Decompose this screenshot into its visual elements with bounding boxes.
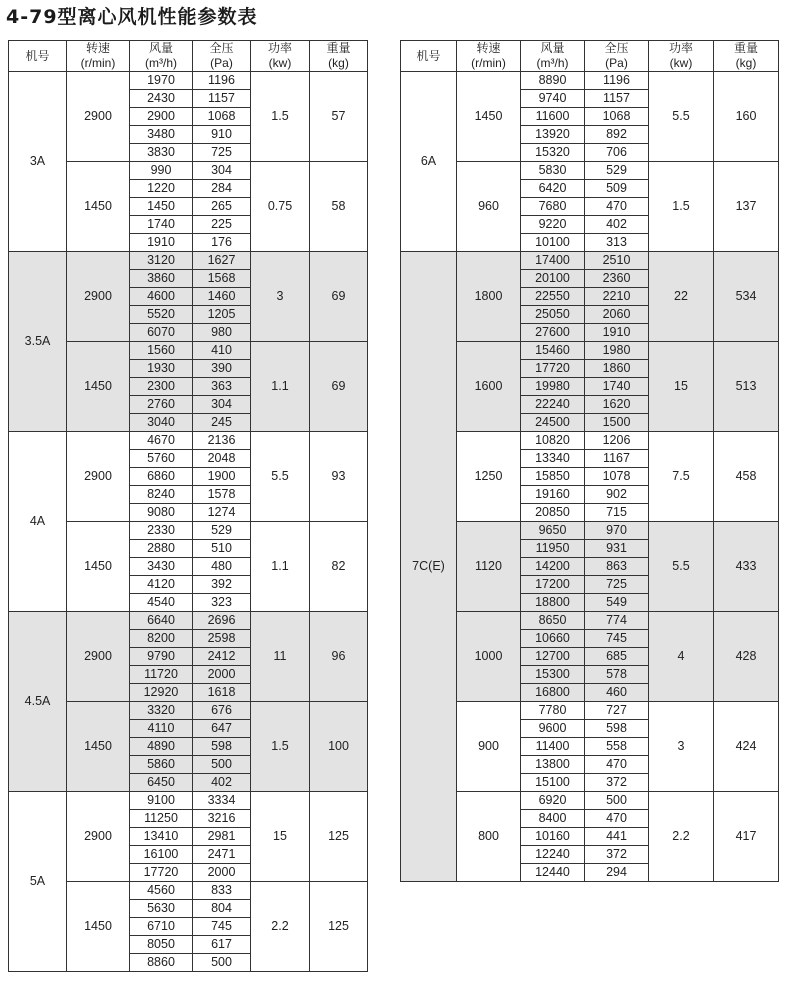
- weight-cell: 82: [310, 522, 368, 612]
- airflow-cell: 5760: [130, 450, 193, 468]
- airflow-cell: 13920: [521, 126, 585, 144]
- pressure-cell: 1500: [585, 414, 649, 432]
- pressure-cell: 2000: [193, 864, 251, 882]
- power-cell: 1.1: [251, 342, 310, 432]
- power-cell: 2.2: [251, 882, 310, 972]
- table-row: [9, 72, 368, 90]
- power-cell: 7.5: [649, 432, 714, 522]
- speed-cell: 1450: [67, 882, 130, 972]
- pressure-cell: 372: [585, 846, 649, 864]
- pressure-cell: 3216: [193, 810, 251, 828]
- pressure-cell: 1620: [585, 396, 649, 414]
- pressure-cell: 676: [193, 702, 251, 720]
- speed-cell: 2900: [67, 252, 130, 342]
- speed-cell: 1250: [457, 432, 521, 522]
- power-cell: 3: [649, 702, 714, 792]
- power-cell: 1.1: [251, 522, 310, 612]
- model-cell: 4A: [9, 432, 67, 612]
- airflow-cell: 9790: [130, 648, 193, 666]
- table-row: [401, 432, 779, 450]
- power-cell: 5.5: [251, 432, 310, 522]
- airflow-cell: 6070: [130, 324, 193, 342]
- airflow-cell: 27600: [521, 324, 585, 342]
- header-row: [401, 41, 779, 72]
- airflow-cell: 17400: [521, 252, 585, 270]
- pressure-cell: 470: [585, 756, 649, 774]
- pressure-cell: 294: [585, 864, 649, 882]
- weight-cell: 69: [310, 252, 368, 342]
- weight-cell: 433: [714, 522, 779, 612]
- pressure-cell: 685: [585, 648, 649, 666]
- pressure-cell: 617: [193, 936, 251, 954]
- pressure-cell: 470: [585, 198, 649, 216]
- weight-cell: 458: [714, 432, 779, 522]
- weight-cell: 125: [310, 792, 368, 882]
- pressure-cell: 2060: [585, 306, 649, 324]
- weight-cell: 137: [714, 162, 779, 252]
- power-cell: 5.5: [649, 72, 714, 162]
- pressure-cell: 2696: [193, 612, 251, 630]
- pressure-cell: 715: [585, 504, 649, 522]
- header-model: 机号: [401, 41, 457, 72]
- pressure-cell: 372: [585, 774, 649, 792]
- weight-cell: 93: [310, 432, 368, 522]
- pressure-cell: 500: [193, 756, 251, 774]
- airflow-cell: 17720: [521, 360, 585, 378]
- airflow-cell: 8050: [130, 936, 193, 954]
- airflow-cell: 5860: [130, 756, 193, 774]
- pressure-cell: 500: [193, 954, 251, 972]
- airflow-cell: 14200: [521, 558, 585, 576]
- power-cell: 0.75: [251, 162, 310, 252]
- pressure-cell: 2136: [193, 432, 251, 450]
- header-weight: 重量 (kg): [714, 41, 779, 72]
- header-row: [9, 41, 368, 72]
- pressure-cell: 323: [193, 594, 251, 612]
- pressure-cell: 910: [193, 126, 251, 144]
- power-cell: 22: [649, 252, 714, 342]
- pressure-cell: 1578: [193, 486, 251, 504]
- airflow-cell: 9220: [521, 216, 585, 234]
- airflow-cell: 8650: [521, 612, 585, 630]
- pressure-cell: 402: [585, 216, 649, 234]
- airflow-cell: 8860: [130, 954, 193, 972]
- airflow-cell: 20850: [521, 504, 585, 522]
- airflow-cell: 7680: [521, 198, 585, 216]
- airflow-cell: 8240: [130, 486, 193, 504]
- pressure-cell: 2598: [193, 630, 251, 648]
- weight-cell: 160: [714, 72, 779, 162]
- pressure-cell: 745: [585, 630, 649, 648]
- airflow-cell: 2300: [130, 378, 193, 396]
- airflow-cell: 3860: [130, 270, 193, 288]
- speed-cell: 2900: [67, 792, 130, 882]
- airflow-cell: 4670: [130, 432, 193, 450]
- speed-cell: 2900: [67, 612, 130, 702]
- pressure-cell: 558: [585, 738, 649, 756]
- speed-cell: 2900: [67, 432, 130, 522]
- weight-cell: 96: [310, 612, 368, 702]
- pressure-cell: 1205: [193, 306, 251, 324]
- airflow-cell: 6710: [130, 918, 193, 936]
- pressure-cell: 725: [193, 144, 251, 162]
- airflow-cell: 15320: [521, 144, 585, 162]
- pressure-cell: 931: [585, 540, 649, 558]
- airflow-cell: 4110: [130, 720, 193, 738]
- airflow-cell: 12700: [521, 648, 585, 666]
- airflow-cell: 9100: [130, 792, 193, 810]
- pressure-cell: 245: [193, 414, 251, 432]
- table-row: [401, 342, 779, 360]
- pressure-cell: 706: [585, 144, 649, 162]
- model-cell: 5A: [9, 792, 67, 972]
- airflow-cell: 1450: [130, 198, 193, 216]
- speed-cell: 1450: [67, 162, 130, 252]
- airflow-cell: 12920: [130, 684, 193, 702]
- pressure-cell: 1167: [585, 450, 649, 468]
- airflow-cell: 10100: [521, 234, 585, 252]
- airflow-cell: 9600: [521, 720, 585, 738]
- pressure-cell: 1627: [193, 252, 251, 270]
- pressure-cell: 313: [585, 234, 649, 252]
- airflow-cell: 18800: [521, 594, 585, 612]
- airflow-cell: 2900: [130, 108, 193, 126]
- power-cell: 3: [251, 252, 310, 342]
- power-cell: 15: [649, 342, 714, 432]
- airflow-cell: 11720: [130, 666, 193, 684]
- pressure-cell: 2471: [193, 846, 251, 864]
- airflow-cell: 15300: [521, 666, 585, 684]
- pressure-cell: 1740: [585, 378, 649, 396]
- pressure-cell: 2510: [585, 252, 649, 270]
- pressure-cell: 1196: [585, 72, 649, 90]
- pressure-cell: 2981: [193, 828, 251, 846]
- pressure-cell: 1274: [193, 504, 251, 522]
- airflow-cell: 9080: [130, 504, 193, 522]
- weight-cell: 534: [714, 252, 779, 342]
- pressure-cell: 833: [193, 882, 251, 900]
- airflow-cell: 9650: [521, 522, 585, 540]
- power-cell: 15: [251, 792, 310, 882]
- pressure-cell: 578: [585, 666, 649, 684]
- airflow-cell: 13340: [521, 450, 585, 468]
- airflow-cell: 4560: [130, 882, 193, 900]
- airflow-cell: 1970: [130, 72, 193, 90]
- power-cell: 1.5: [251, 702, 310, 792]
- weight-cell: 100: [310, 702, 368, 792]
- table-row: [401, 792, 779, 810]
- airflow-cell: 3830: [130, 144, 193, 162]
- pressure-cell: 774: [585, 612, 649, 630]
- weight-cell: 428: [714, 612, 779, 702]
- power-cell: 11: [251, 612, 310, 702]
- pressure-cell: 598: [193, 738, 251, 756]
- spec-table-left: [8, 40, 368, 972]
- pressure-cell: 2210: [585, 288, 649, 306]
- weight-cell: 424: [714, 702, 779, 792]
- airflow-cell: 2760: [130, 396, 193, 414]
- speed-cell: 1450: [67, 702, 130, 792]
- airflow-cell: 9740: [521, 90, 585, 108]
- speed-cell: 1000: [457, 612, 521, 702]
- pressure-cell: 510: [193, 540, 251, 558]
- weight-cell: 57: [310, 72, 368, 162]
- pressure-cell: 725: [585, 576, 649, 594]
- header-airflow: 风量 (m³/h): [130, 41, 193, 72]
- weight-cell: 125: [310, 882, 368, 972]
- airflow-cell: 12240: [521, 846, 585, 864]
- airflow-cell: 5630: [130, 900, 193, 918]
- pressure-cell: 745: [193, 918, 251, 936]
- airflow-cell: 22550: [521, 288, 585, 306]
- page-title: 4-79型离心风机性能参数表: [6, 6, 258, 28]
- pressure-cell: 1900: [193, 468, 251, 486]
- table-row: [401, 612, 779, 630]
- header-weight: 重量 (kg): [310, 41, 368, 72]
- table-row: [401, 72, 779, 90]
- pressure-cell: 402: [193, 774, 251, 792]
- model-cell: 4.5A: [9, 612, 67, 792]
- model-cell: 3A: [9, 72, 67, 252]
- airflow-cell: 11250: [130, 810, 193, 828]
- pressure-cell: 549: [585, 594, 649, 612]
- airflow-cell: 6420: [521, 180, 585, 198]
- model-cell: 3.5A: [9, 252, 67, 432]
- model-cell: 6A: [401, 72, 457, 252]
- airflow-cell: 5830: [521, 162, 585, 180]
- airflow-cell: 990: [130, 162, 193, 180]
- pressure-cell: 1157: [193, 90, 251, 108]
- spec-table-right: [400, 40, 779, 882]
- airflow-cell: 3480: [130, 126, 193, 144]
- airflow-cell: 16100: [130, 846, 193, 864]
- pressure-cell: 1460: [193, 288, 251, 306]
- airflow-cell: 3320: [130, 702, 193, 720]
- airflow-cell: 4890: [130, 738, 193, 756]
- airflow-cell: 11950: [521, 540, 585, 558]
- power-cell: 1.5: [251, 72, 310, 162]
- airflow-cell: 17720: [130, 864, 193, 882]
- airflow-cell: 8890: [521, 72, 585, 90]
- pressure-cell: 284: [193, 180, 251, 198]
- pressure-cell: 1618: [193, 684, 251, 702]
- weight-cell: 69: [310, 342, 368, 432]
- airflow-cell: 24500: [521, 414, 585, 432]
- pressure-cell: 500: [585, 792, 649, 810]
- model-cell: 7C(E): [401, 252, 457, 882]
- pressure-cell: 2000: [193, 666, 251, 684]
- speed-cell: 800: [457, 792, 521, 882]
- pressure-cell: 647: [193, 720, 251, 738]
- speed-cell: 1450: [457, 72, 521, 162]
- pressure-cell: 529: [585, 162, 649, 180]
- airflow-cell: 20100: [521, 270, 585, 288]
- header-airflow: 风量 (m³/h): [521, 41, 585, 72]
- airflow-cell: 1930: [130, 360, 193, 378]
- weight-cell: 417: [714, 792, 779, 882]
- airflow-cell: 6920: [521, 792, 585, 810]
- pressure-cell: 3334: [193, 792, 251, 810]
- pressure-cell: 1860: [585, 360, 649, 378]
- airflow-cell: 5520: [130, 306, 193, 324]
- airflow-cell: 2430: [130, 90, 193, 108]
- pressure-cell: 863: [585, 558, 649, 576]
- header-power: 功率 (kw): [251, 41, 310, 72]
- table-row: [401, 702, 779, 720]
- pressure-cell: 1068: [193, 108, 251, 126]
- pressure-cell: 363: [193, 378, 251, 396]
- pressure-cell: 1568: [193, 270, 251, 288]
- pressure-cell: 892: [585, 126, 649, 144]
- airflow-cell: 15100: [521, 774, 585, 792]
- airflow-cell: 6860: [130, 468, 193, 486]
- pressure-cell: 410: [193, 342, 251, 360]
- table-row: [401, 252, 779, 270]
- table-row: [9, 792, 368, 810]
- airflow-cell: 8400: [521, 810, 585, 828]
- airflow-cell: 11400: [521, 738, 585, 756]
- airflow-cell: 4120: [130, 576, 193, 594]
- pressure-cell: 529: [193, 522, 251, 540]
- airflow-cell: 1220: [130, 180, 193, 198]
- table-row: [9, 612, 368, 630]
- airflow-cell: 6640: [130, 612, 193, 630]
- pressure-cell: 902: [585, 486, 649, 504]
- airflow-cell: 8200: [130, 630, 193, 648]
- pressure-cell: 470: [585, 810, 649, 828]
- pressure-cell: 1910: [585, 324, 649, 342]
- airflow-cell: 3040: [130, 414, 193, 432]
- speed-cell: 960: [457, 162, 521, 252]
- table-row: [401, 522, 779, 540]
- pressure-cell: 804: [193, 900, 251, 918]
- pressure-cell: 304: [193, 162, 251, 180]
- pressure-cell: 1980: [585, 342, 649, 360]
- airflow-cell: 12440: [521, 864, 585, 882]
- table-row: [9, 252, 368, 270]
- pressure-cell: 1196: [193, 72, 251, 90]
- airflow-cell: 16800: [521, 684, 585, 702]
- header-model: 机号: [9, 41, 67, 72]
- pressure-cell: 2360: [585, 270, 649, 288]
- table-row: [9, 432, 368, 450]
- airflow-cell: 1560: [130, 342, 193, 360]
- pressure-cell: 980: [193, 324, 251, 342]
- power-cell: 5.5: [649, 522, 714, 612]
- pressure-cell: 1068: [585, 108, 649, 126]
- header-pressure: 全压 (Pa): [585, 41, 649, 72]
- speed-cell: 1450: [67, 342, 130, 432]
- header-speed: 转速 (r/min): [457, 41, 521, 72]
- airflow-cell: 1910: [130, 234, 193, 252]
- weight-cell: 58: [310, 162, 368, 252]
- airflow-cell: 10660: [521, 630, 585, 648]
- airflow-cell: 13800: [521, 756, 585, 774]
- airflow-cell: 17200: [521, 576, 585, 594]
- airflow-cell: 10820: [521, 432, 585, 450]
- power-cell: 4: [649, 612, 714, 702]
- pressure-cell: 1078: [585, 468, 649, 486]
- pressure-cell: 392: [193, 576, 251, 594]
- power-cell: 1.5: [649, 162, 714, 252]
- pressure-cell: 304: [193, 396, 251, 414]
- airflow-cell: 11600: [521, 108, 585, 126]
- pressure-cell: 441: [585, 828, 649, 846]
- pressure-cell: 176: [193, 234, 251, 252]
- pressure-cell: 598: [585, 720, 649, 738]
- airflow-cell: 19980: [521, 378, 585, 396]
- airflow-cell: 10160: [521, 828, 585, 846]
- table-row: [401, 162, 779, 180]
- speed-cell: 1600: [457, 342, 521, 432]
- header-pressure: 全压 (Pa): [193, 41, 251, 72]
- airflow-cell: 2880: [130, 540, 193, 558]
- weight-cell: 513: [714, 342, 779, 432]
- pressure-cell: 1206: [585, 432, 649, 450]
- pressure-cell: 225: [193, 216, 251, 234]
- pressure-cell: 265: [193, 198, 251, 216]
- airflow-cell: 15850: [521, 468, 585, 486]
- pressure-cell: 2412: [193, 648, 251, 666]
- pressure-cell: 390: [193, 360, 251, 378]
- pressure-cell: 970: [585, 522, 649, 540]
- airflow-cell: 6450: [130, 774, 193, 792]
- header-speed: 转速 (r/min): [67, 41, 130, 72]
- speed-cell: 1450: [67, 522, 130, 612]
- airflow-cell: 7780: [521, 702, 585, 720]
- speed-cell: 1120: [457, 522, 521, 612]
- airflow-cell: 4600: [130, 288, 193, 306]
- speed-cell: 900: [457, 702, 521, 792]
- airflow-cell: 25050: [521, 306, 585, 324]
- pressure-cell: 1157: [585, 90, 649, 108]
- airflow-cell: 22240: [521, 396, 585, 414]
- airflow-cell: 13410: [130, 828, 193, 846]
- pressure-cell: 727: [585, 702, 649, 720]
- pressure-cell: 509: [585, 180, 649, 198]
- airflow-cell: 1740: [130, 216, 193, 234]
- airflow-cell: 3430: [130, 558, 193, 576]
- pressure-cell: 2048: [193, 450, 251, 468]
- airflow-cell: 2330: [130, 522, 193, 540]
- airflow-cell: 15460: [521, 342, 585, 360]
- power-cell: 2.2: [649, 792, 714, 882]
- airflow-cell: 4540: [130, 594, 193, 612]
- speed-cell: 2900: [67, 72, 130, 162]
- header-power: 功率 (kw): [649, 41, 714, 72]
- pressure-cell: 460: [585, 684, 649, 702]
- airflow-cell: 19160: [521, 486, 585, 504]
- pressure-cell: 480: [193, 558, 251, 576]
- airflow-cell: 3120: [130, 252, 193, 270]
- speed-cell: 1800: [457, 252, 521, 342]
